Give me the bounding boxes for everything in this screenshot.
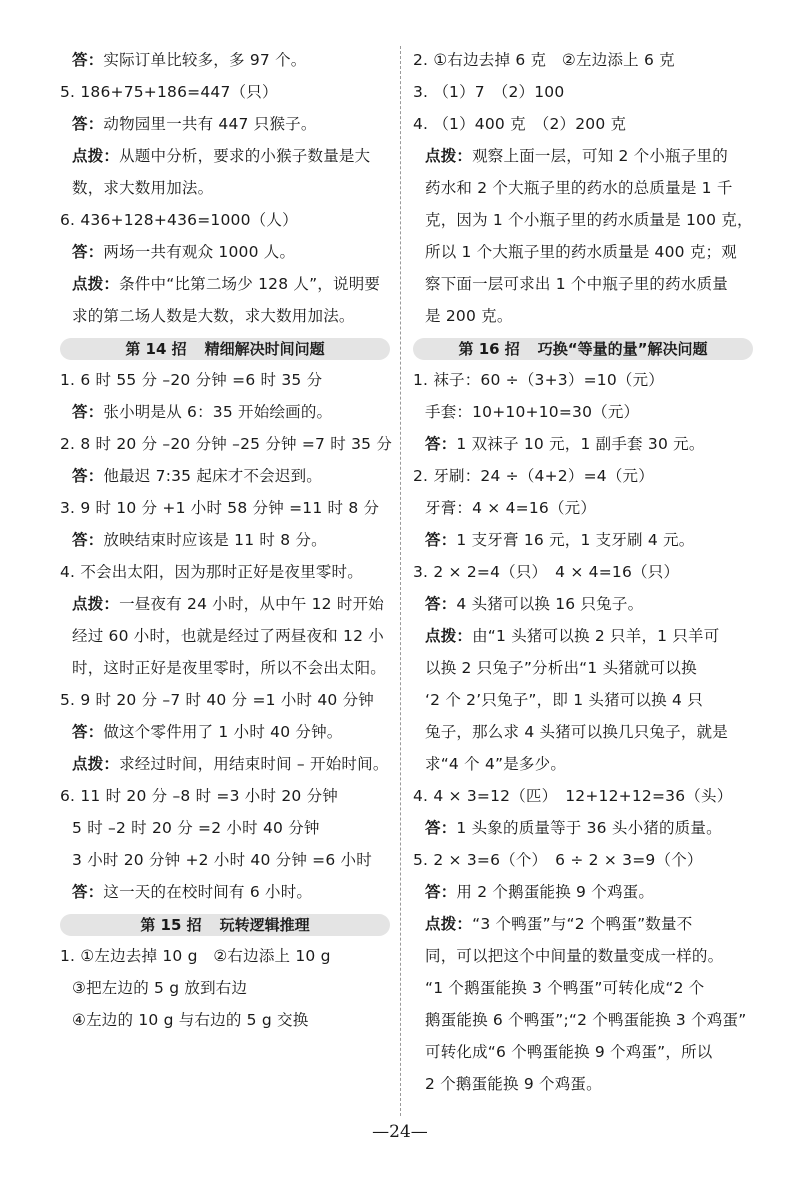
line-text: 由“1 头猪可以换 2 只羊，1 只羊可 xyxy=(472,627,720,645)
line-text: 放映结束时应该是 11 时 8 分。 xyxy=(103,531,327,549)
line-text: 2. 牙刷：24 ÷（4+2）=4（元） xyxy=(413,467,654,485)
line-text: 他最迟 7:35 起床才不会迟到。 xyxy=(103,467,322,485)
line-text: 求“4 个 4”是多少。 xyxy=(425,755,567,773)
text-line xyxy=(60,620,390,652)
line-label: 答： xyxy=(425,883,457,901)
text-line xyxy=(413,716,753,748)
line-text: 1 头象的质量等于 36 头小猪的质量。 xyxy=(456,819,722,837)
line-label: 答： xyxy=(425,819,457,837)
line-text: ‘2 个 2’只兔子”，即 1 头猪可以换 4 只 xyxy=(425,691,703,709)
text-line xyxy=(413,236,753,268)
text-line xyxy=(60,44,390,76)
line-text: 察下面一层可求出 1 个中瓶子里的药水质量 xyxy=(425,275,728,293)
line-label: 答： xyxy=(425,531,457,549)
line-label: 点拨： xyxy=(72,275,120,293)
line-text: 动物园里一共有 447 只猴子。 xyxy=(103,115,317,133)
line-text: 1. 袜子：60 ÷（3+3）=10（元） xyxy=(413,371,664,389)
line-text: 数，求大数用加法。 xyxy=(72,179,214,197)
line-text: 做这个零件用了 1 小时 40 分钟。 xyxy=(103,723,343,741)
page-number: —24— xyxy=(372,1122,428,1142)
line-label: 答： xyxy=(72,531,104,549)
text-line xyxy=(413,844,753,876)
text-line xyxy=(60,236,390,268)
line-text: ③把左边的 5 g 放到右边 xyxy=(72,979,248,997)
text-line xyxy=(413,364,753,396)
line-text: 2. 8 时 20 分 –20 分钟 –25 分钟 =7 时 35 分 xyxy=(60,435,393,453)
line-text: 经过 60 小时，也就是经过了两昼夜和 12 小 xyxy=(72,627,384,645)
text-line xyxy=(60,76,390,108)
text-line xyxy=(60,364,390,396)
text-line xyxy=(413,588,753,620)
text-line xyxy=(413,172,753,204)
section-number: 第 14 招 xyxy=(125,340,187,358)
line-label: 答： xyxy=(72,883,104,901)
line-text: 观察上面一层，可知 2 个小瓶子里的 xyxy=(472,147,728,165)
text-line xyxy=(413,1068,753,1100)
text-line xyxy=(60,812,390,844)
line-text: 所以 1 个大瓶子里的药水质量是 400 克；观 xyxy=(425,243,737,261)
line-label: 点拨： xyxy=(72,147,120,165)
line-text: 克，因为 1 个小瓶子里的药水质量是 100 克， xyxy=(425,211,753,229)
text-line xyxy=(413,1036,753,1068)
line-text: 实际订单比较多，多 97 个。 xyxy=(103,51,307,69)
left-column xyxy=(60,44,393,1036)
section-header xyxy=(60,914,390,936)
text-line xyxy=(413,748,753,780)
text-line xyxy=(413,396,753,428)
line-label: 点拨： xyxy=(425,627,473,645)
text-line xyxy=(413,780,753,812)
text-line xyxy=(60,524,390,556)
line-text: 用 2 个鹅蛋能换 9 个鸡蛋。 xyxy=(456,883,655,901)
text-line xyxy=(60,460,390,492)
line-text: 3. 2 × 2=4（只） 4 × 4=16（只） xyxy=(413,563,680,581)
text-line xyxy=(60,588,390,620)
text-line xyxy=(413,524,753,556)
line-text: 6. 11 时 20 分 –8 时 =3 小时 20 分钟 xyxy=(60,787,338,805)
text-line xyxy=(413,684,753,716)
line-text: 5 时 –2 时 20 分 =2 小时 40 分钟 xyxy=(72,819,320,837)
line-label: 点拨： xyxy=(425,915,473,933)
text-line xyxy=(60,140,390,172)
line-text: 4. 不会出太阳，因为那时正好是夜里零时。 xyxy=(60,563,363,581)
line-text: “1 个鹅蛋能换 3 个鸭蛋”可转化成“2 个 xyxy=(425,979,705,997)
text-line xyxy=(60,1004,390,1036)
text-line xyxy=(413,620,753,652)
text-line xyxy=(413,108,753,140)
section-number: 第 16 招 xyxy=(458,340,520,358)
text-line xyxy=(413,940,753,972)
text-line xyxy=(60,844,390,876)
line-text: 2. ①右边去掉 6 克 ②左边添上 6 克 xyxy=(413,51,675,69)
line-text: 4. （1）400 克 （2）200 克 xyxy=(413,115,627,133)
line-text: 两场一共有观众 1000 人。 xyxy=(103,243,296,261)
line-text: 1 支牙膏 16 元，1 支牙刷 4 元。 xyxy=(456,531,695,549)
line-text: 这一天的在校时间有 6 小时。 xyxy=(103,883,313,901)
text-line xyxy=(413,140,753,172)
line-text: 4 头猪可以换 16 只兔子。 xyxy=(456,595,644,613)
section-header xyxy=(413,338,753,360)
text-line xyxy=(60,204,390,236)
text-line xyxy=(413,428,753,460)
text-line xyxy=(60,684,390,716)
line-label: 点拨： xyxy=(72,595,120,613)
text-line xyxy=(60,780,390,812)
section-header xyxy=(60,338,390,360)
text-line xyxy=(60,492,390,524)
line-text: 鹅蛋能换 6 个鸭蛋”;“2 个鸭蛋能换 3 个鸡蛋” xyxy=(425,1011,747,1029)
line-text: 求经过时间，用结束时间 – 开始时间。 xyxy=(119,755,389,773)
line-text: 张小明是从 6：35 开始绘画的。 xyxy=(103,403,333,421)
text-line xyxy=(413,492,753,524)
text-line xyxy=(413,460,753,492)
line-text: 药水和 2 个大瓶子里的药水的总质量是 1 千 xyxy=(425,179,733,197)
line-text: 一昼夜有 24 小时，从中午 12 时开始 xyxy=(119,595,384,613)
text-line xyxy=(60,940,390,972)
section-title: 精细解决时间问题 xyxy=(204,340,325,358)
text-line xyxy=(413,876,753,908)
section-number: 第 15 招 xyxy=(140,916,202,934)
line-text: 3 小时 20 分钟 +2 小时 40 分钟 =6 小时 xyxy=(72,851,372,869)
text-line xyxy=(60,300,390,332)
text-line xyxy=(413,972,753,1004)
line-text: 条件中“比第二场少 128 人”，说明要 xyxy=(119,275,381,293)
text-line xyxy=(60,652,390,684)
text-line xyxy=(413,268,753,300)
text-line xyxy=(413,1004,753,1036)
text-line xyxy=(413,300,753,332)
text-line xyxy=(60,876,390,908)
line-text: 1. 6 时 55 分 –20 分钟 =6 时 35 分 xyxy=(60,371,323,389)
right-column xyxy=(413,44,753,1100)
line-label: 点拨： xyxy=(72,755,120,773)
text-line xyxy=(60,268,390,300)
line-text: 5. 9 时 20 分 –7 时 40 分 =1 小时 40 分钟 xyxy=(60,691,375,709)
line-label: 答： xyxy=(72,403,104,421)
line-label: 答： xyxy=(425,595,457,613)
line-label: 答： xyxy=(72,243,104,261)
text-line xyxy=(60,556,390,588)
section-title: 玩转逻辑推理 xyxy=(219,916,310,934)
line-label: 答： xyxy=(72,51,104,69)
text-line xyxy=(60,972,390,1004)
line-text: 求的第二场人数是大数，求大数用加法。 xyxy=(72,307,355,325)
text-line xyxy=(413,908,753,940)
line-text: 以换 2 只兔子”分析出“1 头猪就可以换 xyxy=(425,659,697,677)
text-line xyxy=(413,76,753,108)
line-label: 答： xyxy=(72,467,104,485)
line-text: 牙膏：4 × 4=16（元） xyxy=(425,499,597,517)
line-text: 4. 4 × 3=12（匹） 12+12+12=36（头） xyxy=(413,787,733,805)
text-line xyxy=(60,108,390,140)
text-line xyxy=(413,556,753,588)
line-text: 5. 186+75+186=447（只） xyxy=(60,83,278,101)
text-line xyxy=(60,396,390,428)
line-label: 点拨： xyxy=(425,147,473,165)
line-text: 6. 436+128+436=1000（人） xyxy=(60,211,298,229)
line-text: 3. （1）7 （2）100 xyxy=(413,83,565,101)
line-text: 是 200 克。 xyxy=(425,307,513,325)
line-text: ④左边的 10 g 与右边的 5 g 交换 xyxy=(72,1011,309,1029)
line-text: 2 个鹅蛋能换 9 个鸡蛋。 xyxy=(425,1075,602,1093)
line-text: 从题中分析，要求的小猴子数量是大 xyxy=(119,147,371,165)
line-text: 1 双袜子 10 元，1 副手套 30 元。 xyxy=(456,435,705,453)
line-text: 5. 2 × 3=6（个） 6 ÷ 2 × 3=9（个） xyxy=(413,851,703,869)
section-title: 巧换“等量的量”解决问题 xyxy=(537,340,708,358)
line-label: 答： xyxy=(72,115,104,133)
line-text: 兔子，那么求 4 头猪可以换几只兔子，就是 xyxy=(425,723,728,741)
text-line xyxy=(413,204,753,236)
line-text: 3. 9 时 10 分 +1 小时 58 分钟 =11 时 8 分 xyxy=(60,499,380,517)
line-label: 答： xyxy=(425,435,457,453)
column-divider xyxy=(400,46,401,1116)
line-text: 同，可以把这个中间量的数量变成一样的。 xyxy=(425,947,724,965)
line-text: 可转化成“6 个鸭蛋能换 9 个鸡蛋”，所以 xyxy=(425,1043,713,1061)
line-text: 手套：10+10+10=30（元） xyxy=(425,403,640,421)
line-label: 答： xyxy=(72,723,104,741)
text-line xyxy=(60,716,390,748)
text-line xyxy=(60,172,390,204)
line-text: “3 个鸭蛋”与“2 个鸭蛋”数量不 xyxy=(472,915,693,933)
text-line xyxy=(60,748,390,780)
line-text: 时，这时正好是夜里零时，所以不会出太阳。 xyxy=(72,659,387,677)
text-line xyxy=(413,44,753,76)
line-text: 1. ①左边去掉 10 g ②右边添上 10 g xyxy=(60,947,331,965)
text-line xyxy=(413,812,753,844)
text-line xyxy=(60,428,393,460)
text-line xyxy=(413,652,753,684)
